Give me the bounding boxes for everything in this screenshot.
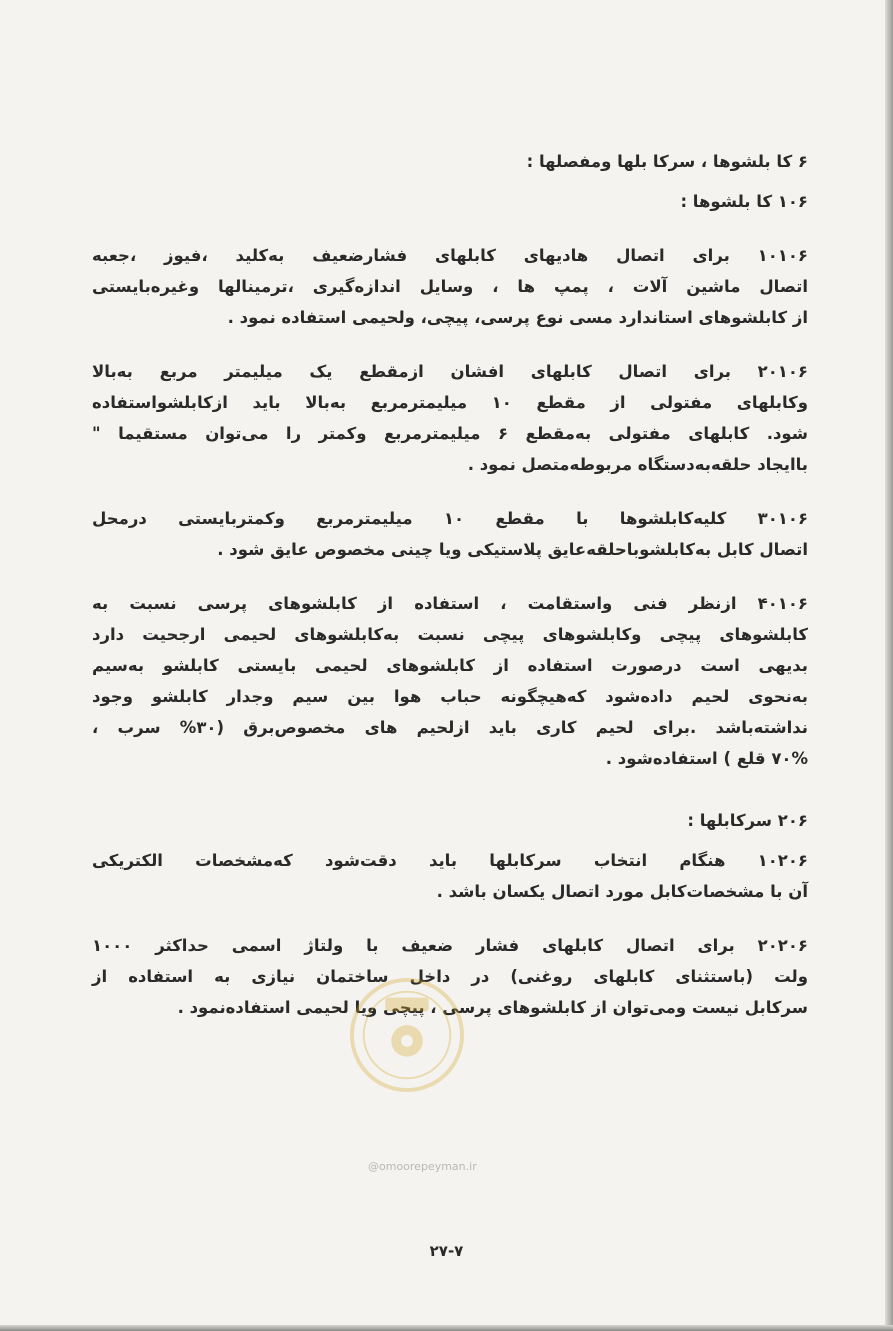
text-line: اتصال ماشین آلات ، پمپ ها ، وسایل اندازه‌گیری ،ترمینالها وغیره‌بایستی bbox=[92, 277, 808, 296]
subsection-title-cable-lugs: ۱۰۶ کا بلشوها : bbox=[680, 192, 808, 211]
text-line: از کابلشوهای استاندارد مسی نوع پرسی، پیچی، ولحیمی استفاده نمود . bbox=[227, 308, 808, 327]
paragraph-4-1-6 bbox=[92, 588, 808, 774]
subsection-title-cable-heads: ۲۰۶ سرکابلها : bbox=[687, 811, 808, 830]
text-line: ۱۰۲۰۶ هنگام انتخاب سرکابلها باید دقت‌شود که‌مشخصات الکتریکی bbox=[92, 851, 808, 870]
text-line: بدیهی است درصورت استفاده از کابلشوهای لحیمی بایستی کابلشو به‌سیم bbox=[92, 656, 808, 675]
page-bottom-shadow bbox=[0, 1325, 893, 1331]
page-number: ۲۷-۷ bbox=[429, 1242, 464, 1260]
section-title: ۶ کا بلشوها ، سرکا بلها ومفصلها : bbox=[526, 152, 808, 171]
text-line: شود. کابلهای مفتولی به‌مقطع ۶ میلیمترمربع وکمتر را می‌توان مستقیما " bbox=[92, 424, 809, 443]
text-line: ۱۰۱۰۶ برای اتصال هادیهای کابلهای فشارضعیف به‌کلید ،فیوز ،جعبه bbox=[92, 246, 808, 265]
text-line: اتصال کابل به‌کابلشوباحلقه‌عایق پلاستیکی ویا چینی مخصوص عایق شود . bbox=[217, 540, 808, 559]
document-body bbox=[92, 146, 808, 1023]
seal-icon bbox=[348, 976, 466, 1094]
text-line: آن با مشخصات‌کابل مورد اتصال یکسان باشد . bbox=[436, 882, 808, 901]
text-line: سرکابل نیست ومی‌توان از کابلشوهای پرسی ، پیچی ویا لحیمی استفاده‌نمود . bbox=[177, 998, 808, 1017]
paragraph-2-1-6 bbox=[92, 356, 808, 480]
text-line: کابلشوهای پیچی وکابلشوهای پیچی نسبت به‌کابلشوهای لحیمی ارجحیت دارد bbox=[92, 625, 808, 644]
page-edge-shadow bbox=[885, 0, 893, 1331]
paragraph-3-1-6 bbox=[92, 503, 808, 565]
text-line: ۷۰% قلع ) استفاده‌شود . bbox=[605, 749, 808, 768]
text-line: باایجاد حلقه‌به‌دستگاه مربوطه‌متصل نمود . bbox=[467, 455, 808, 474]
text-line: ۳۰۱۰۶ کلیه‌کابلشوها با مقطع ۱۰ میلیمترمربع وکمتربایستی درمحل bbox=[92, 509, 809, 528]
text-line: ولت (باستثنای کابلهای روغنی) در داخل ساختمان نیازی به استفاده از bbox=[92, 967, 808, 986]
text-line: نداشته‌باشد .برای لحیم کاری باید ازلحیم های مخصوص‌برق (۳۰% سرب ، bbox=[92, 718, 808, 737]
paragraph-1-1-6 bbox=[92, 240, 808, 333]
paragraph-1-2-6 bbox=[92, 845, 808, 907]
watermark-text: @omoorepeyman.ir bbox=[368, 1160, 477, 1173]
text-line: به‌نحوی لحیم داده‌شود که‌هیچگونه حباب هوا بین سیم وجدار کابلشو وجود bbox=[92, 687, 808, 706]
text-line: ۴۰۱۰۶ ازنظر فنی واستقامت ، استفاده از کابلشوهای پرسی نسبت به bbox=[92, 594, 808, 613]
text-line: ۲۰۲۰۶ برای اتصال کابلهای فشار ضعیف با ولتاژ اسمی حداکثر ۱۰۰۰ bbox=[92, 936, 808, 955]
text-line: ۲۰۱۰۶ برای اتصال کابلهای افشان ازمقطع یک میلیمتر مربع به‌بالا bbox=[92, 362, 808, 381]
text-line: وکابلهای مفتولی از مقطع ۱۰ میلیمترمربع به‌بالا باید ازکابلشواستفاده bbox=[92, 393, 808, 412]
